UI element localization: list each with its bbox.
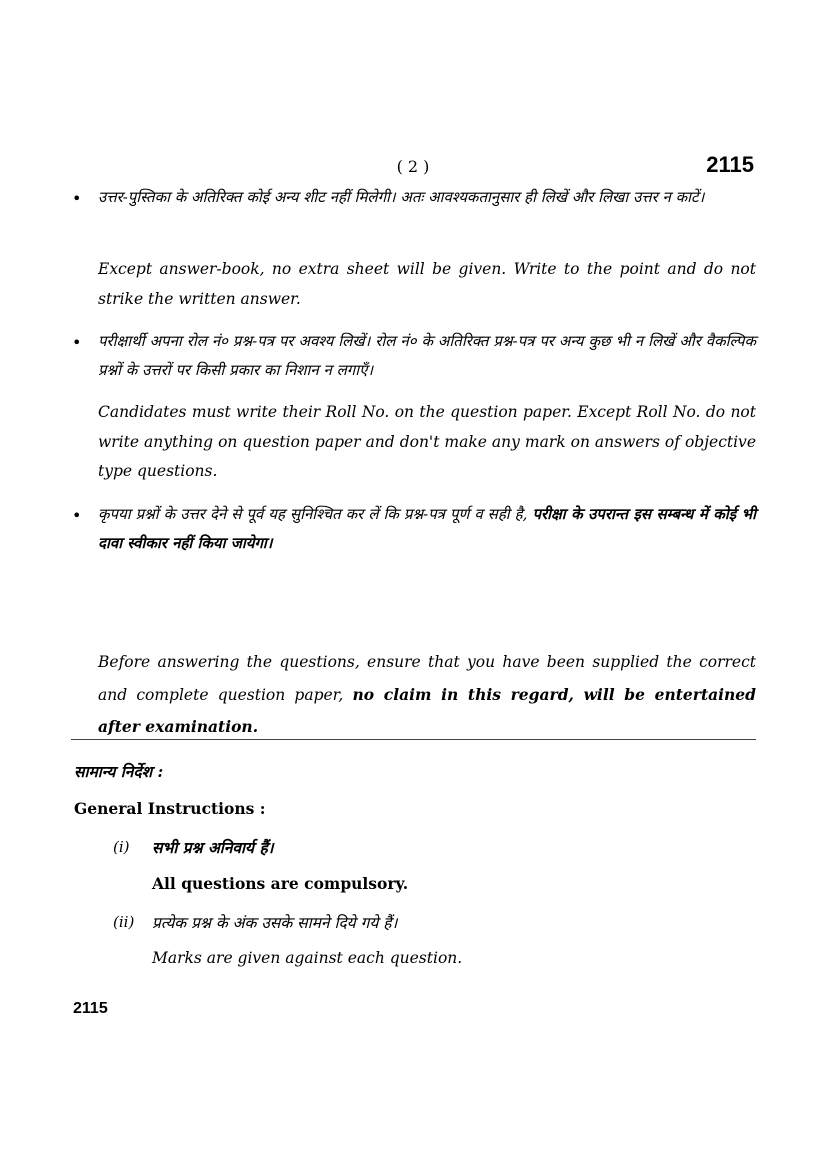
instruction-3-hindi-bold: परीक्षा के उपरान्त इस सम्बन्ध में कोई भी दावा स्वीकार नहीं किया जायेगा।	[98, 505, 756, 552]
instruction-3-english	[98, 646, 756, 744]
general-heading-english: General Instructions :	[74, 799, 266, 818]
footer-paper-code: 2115	[73, 1000, 108, 1017]
bullet-3: •	[72, 506, 82, 525]
instruction-3-english-bold: no claim in this regard, will be entertained after examination.	[98, 684, 756, 736]
instruction-3-hindi	[98, 500, 756, 558]
item-2-hindi: प्रत्येक प्रश्न के अंक उसके सामने दिये गये हैं।	[152, 914, 398, 932]
item-2-english: Marks are given against each question.	[152, 949, 463, 967]
item-1-number: (i)	[113, 838, 130, 856]
instruction-3-hindi-text: कृपया प्रश्नों के उत्तर देने से पूर्व यह सुनिश्चित कर लें कि प्रश्न-पत्र पूर्ण व सही है,	[98, 505, 528, 523]
instruction-3-english-text: Before answering the questions, ensure that you have been supplied the correct and complete question paper,	[98, 653, 756, 704]
bullet-2: •	[72, 333, 82, 352]
general-heading-hindi: सामान्य निर्देश :	[74, 762, 164, 781]
page-number: ( 2 )	[396, 157, 430, 176]
divider-line	[71, 739, 756, 740]
paper-code: 2115	[706, 152, 754, 177]
item-1-hindi: सभी प्रश्न अनिवार्य हैं।	[152, 838, 274, 857]
item-2-number: (ii)	[113, 913, 135, 931]
instruction-2-hindi: परीक्षार्थी अपना रोल नं० प्रश्न-पत्र पर अवश्य लिखें। रोल नं० के अतिरिक्त प्रश्न-पत्र पर अन्य कुछ भी न लिखें और वैकल्पिक प्रश्नों के उत्तरों पर किसी प्रकार का निशान न लगाएँ।	[98, 332, 756, 379]
instruction-2-english: Candidates must write their Roll No. on the question paper. Except Roll No. do not write anything on question paper and don't make any mark on answers of objective type questions.	[98, 403, 756, 480]
item-1-english: All questions are compulsory.	[152, 874, 409, 893]
bullet-1: •	[72, 189, 82, 208]
instruction-1-hindi: उत्तर-पुस्तिका के अतिरिक्त कोई अन्य शीट नहीं मिलेगी। अतः आवश्यकतानुसार ही लिखें और लिखा उत्तर न काटें।	[98, 188, 705, 206]
instruction-1-english: Except answer-book, no extra sheet will be given. Write to the point and do not strike the written answer.	[98, 260, 756, 308]
